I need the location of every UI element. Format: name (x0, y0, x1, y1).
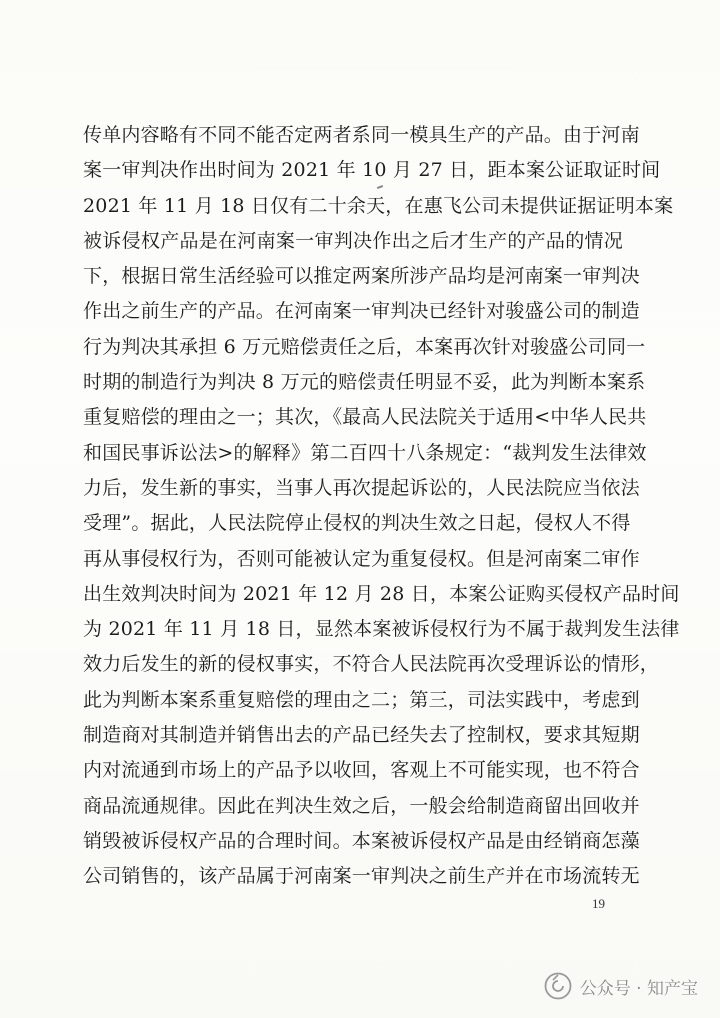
text-line: 制造商对其制造并销售出去的产品已经失去了控制权，要求其短期 (83, 724, 640, 747)
text-line: 为 2021 年 11 月 18 日，显然本案被诉侵权行为不属于裁判发生法律 (83, 618, 680, 641)
text-line: 再从事侵权行为，否则可能被认定为重复侵权。但是河南案二审作 (83, 547, 640, 570)
text-line: 出生效判决时间为 2021 年 12 月 28 日，本案公证购买侵权产品时间 (83, 582, 680, 605)
text-line: 重复赔偿的理由之一；其次，《最高人民法院关于适用<中华人民共 (83, 406, 647, 429)
text-line: 商品流通规律。因此在判决生效之后，一般会给制造商留出回收并 (83, 794, 640, 817)
text-line: 时期的制造行为判决 8 万元的赔偿责任明显不妥，此为判断本案系 (83, 371, 646, 394)
text-line: 力后，发生新的事实，当事人再次提起诉讼的，人民法院应当依法 (83, 476, 640, 499)
text-line: 此为判断本案系重复赔偿的理由之二；第三，司法实践中，考虑到 (83, 688, 640, 711)
text-line: 公司销售的，该产品属于河南案一审判决之前生产并在市场流转无 (83, 865, 640, 888)
text-line: 被诉侵权产品是在河南案一审判决作出之后才生产的产品的情况 (83, 229, 623, 252)
text-line: 2021 年 11 月 18 日仅有二十余天，在惠飞公司未提供证据证明本案 (83, 194, 674, 217)
text-line: 受理”。据此，人民法院停止侵权的判决生效之日起，侵权人不得 (83, 512, 631, 535)
page-number: 19 (592, 896, 605, 911)
text-line: 销毁被诉侵权产品的合理时间。本案被诉侵权产品是由经销商怎藻 (83, 829, 640, 852)
wechat-official-account-icon (544, 972, 572, 1000)
text-line: 内对流通到市场上的产品予以收回，客观上不可能实现，也不符合 (83, 759, 640, 782)
text-line: 和国民事诉讼法>的解释》第二百四十八条规定：“裁判发生法律效 (83, 441, 647, 464)
body-text (83, 118, 680, 895)
text-line: 行为判决其承担 6 万元赔偿责任之后，本案再次针对骏盛公司同一 (83, 335, 646, 358)
watermark-text: 公众号 · 知产宝 (579, 978, 698, 999)
watermark (544, 972, 698, 1000)
text-line: 效力后发生的新的侵权事实，不符合人民法院再次受理诉讼的情形， (83, 653, 660, 676)
text-line: 传单内容略有不同不能否定两者系同一模具生产的产品。由于河南 (83, 124, 640, 146)
text-line: 下，根据日常生活经验可以推定两案所涉产品均是河南案一审判决 (83, 265, 640, 288)
text-line: 案一审判决作出时间为 2021 年 10 月 27 日，距本案公证取证时间 (83, 159, 661, 182)
text-line: 作出之前生产的产品。在河南案一审判决已经针对骏盛公司的制造 (83, 300, 640, 323)
